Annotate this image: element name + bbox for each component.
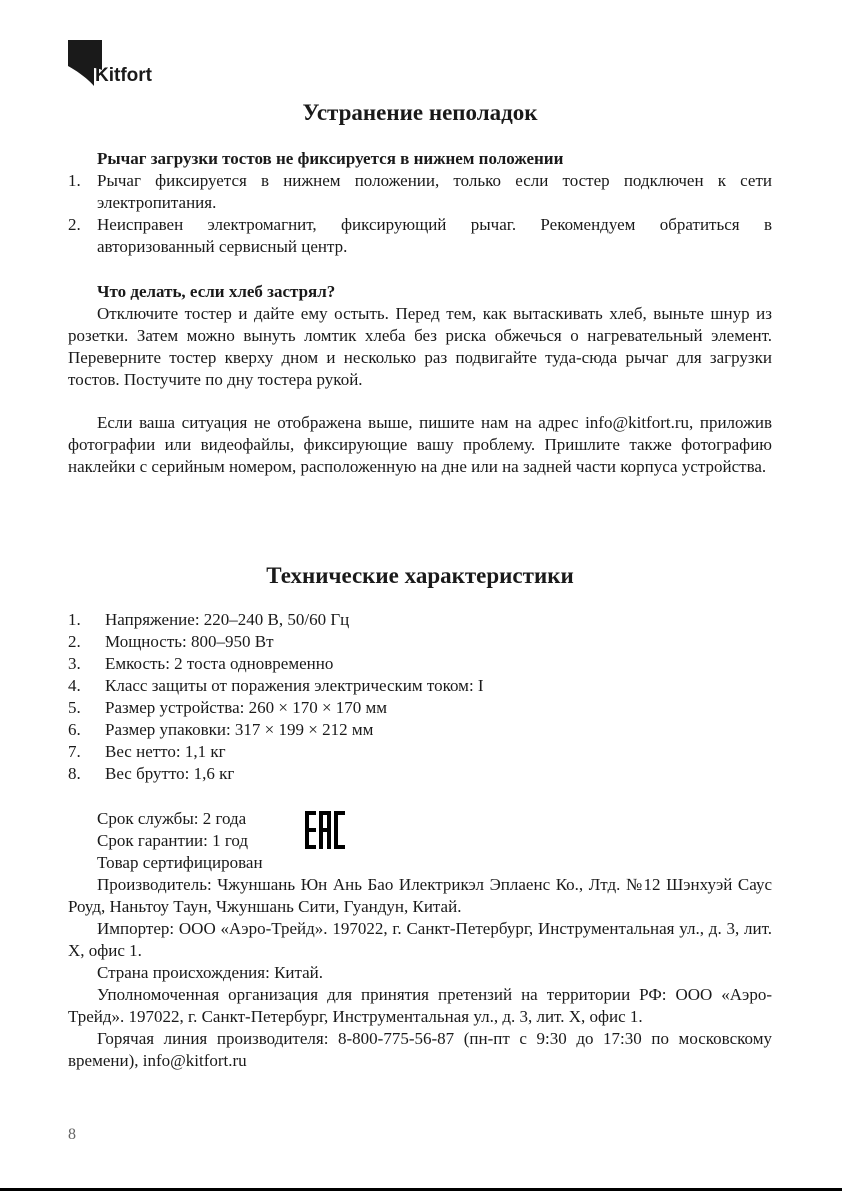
warranty: Срок гарантии: 1 год: [97, 831, 249, 850]
lever-block: [68, 148, 772, 258]
cert-row: [68, 808, 772, 874]
stuck-text: Отключите тостер и дайте ему остыть. Перед тем, как вытаскивать хлеб, выньте шнур из розетки. Затем можно вынуть ломтик хлеба без риска обжечься о нагревательный элемент. Переверните тостер кверху дном и несколько раз подвигайте туда-сюда рычаг для загрузки тостов. Постучите по дну тостера рукой.: [68, 304, 772, 389]
specs-list: [68, 609, 772, 785]
contact-block: [68, 412, 772, 478]
certified: Товар сертифицирован: [97, 853, 263, 872]
spec-item: 7. Вес нетто: 1,1 кг: [68, 742, 226, 761]
manufacturer: Производитель: Чжуншань Юн Ань Бао Илектрикэл Эплаенс Ко., Лтд. №12 Шэнхуэй Саус Роуд, Наньтоу Таун, Чжуншань Сити, Гуандун, Китай.: [68, 875, 772, 916]
list-item: 2. Неисправен электромагнит, фиксирующий рычаг. Рекомендуем обратиться в авторизованный сервисный центр.: [68, 215, 772, 256]
contact-text: Если ваша ситуация не отображена выше, пишите нам на адрес info@kitfort.ru, приложив фотографии или видеофайлы, фиксирующие вашу проблему. Пришлите также фотографию наклейки с серийным номером, расположенную на дне или на задней части корпуса устройства.: [68, 413, 772, 476]
spec-item: 5. Размер устройства: 260 × 170 × 170 мм: [68, 698, 388, 717]
authorized-org: Уполномоченная организация для принятия претензий на территории РФ: ООО «Аэро-Трейд». 197022, г. Санкт-Петербург, Инструментальная ул., д. 3, лит. Х, офис 1.: [68, 985, 772, 1026]
spec-item: 1. Напряжение: 220–240 В, 50/60 Гц: [68, 610, 350, 629]
spec-item: 6. Размер упаковки: 317 × 199 × 212 мм: [68, 720, 374, 739]
brand-name: Kitfort: [95, 65, 152, 86]
stuck-bread-block: [68, 281, 772, 391]
lever-list: [68, 170, 772, 258]
brand-logo: [68, 40, 168, 88]
specs-list-block: [68, 609, 772, 785]
list-item: 1. Рычаг фиксируется в нижнем положении, только если тостер подключен к сети электропитания.: [68, 171, 772, 212]
info-block: [68, 808, 772, 1072]
eac-mark-icon: [305, 811, 345, 849]
troubleshooting-title: Устранение неполадок: [302, 100, 538, 125]
specs-title: Технические характеристики: [266, 563, 574, 588]
spec-item: 3. Емкость: 2 тоста одновременно: [68, 654, 334, 673]
spec-item: 8. Вес брутто: 1,6 кг: [68, 764, 235, 783]
importer: Импортер: ООО «Аэро-Трейд». 197022, г. Санкт-Петербург, Инструментальная ул., д. 3, лит. Х, офис 1.: [68, 919, 772, 960]
page-number: 8: [68, 1126, 76, 1143]
specs-section: [68, 562, 772, 590]
troubleshooting-section: [68, 99, 772, 127]
spec-item: 2. Мощность: 800–950 Вт: [68, 632, 274, 651]
lever-heading: Рычаг загрузки тостов не фиксируется в нижнем положении: [97, 149, 564, 168]
service-life: Срок службы: 2 года: [97, 809, 247, 828]
stuck-heading: Что делать, если хлеб застрял?: [97, 282, 336, 301]
spec-item: 4. Класс защиты от поражения электрическим током: I: [68, 676, 484, 695]
origin: Страна происхождения: Китай.: [97, 963, 324, 982]
hotline: Горячая линия производителя: 8-800-775-56-87 (пн-пт с 9:30 до 17:30 по московскому времени), info@kitfort.ru: [68, 1029, 772, 1070]
